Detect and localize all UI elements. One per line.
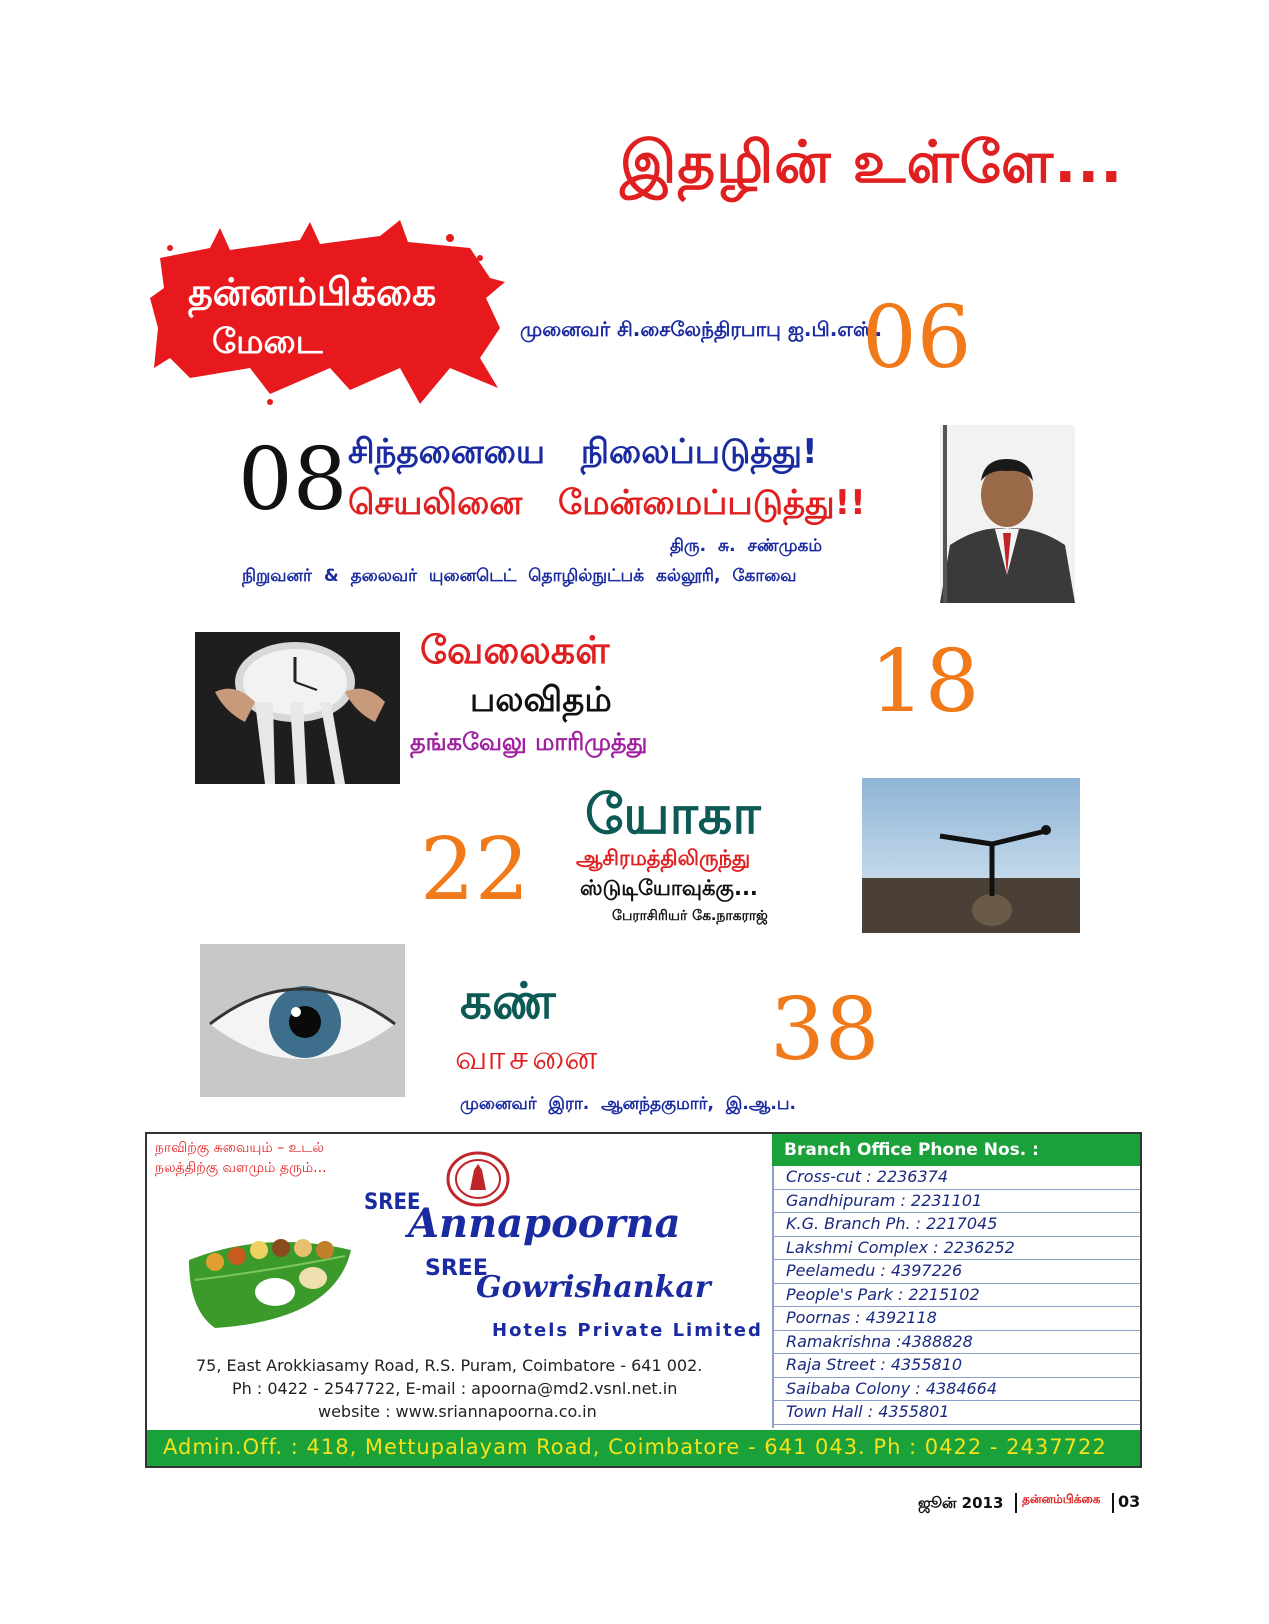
page-title: இதழின் உள்ளே... bbox=[620, 128, 1124, 196]
ad-tagline-line2: நலத்திற்கு வளமும் தரும்... bbox=[155, 1160, 327, 1176]
footer-date: ஜூன் 2013 bbox=[918, 1494, 1004, 1512]
brand-company: Hotels Private Limited bbox=[492, 1320, 763, 1341]
article-author: முனைவர் இரா. ஆனந்தகுமார், இ.ஆ.ப. bbox=[460, 1094, 796, 1114]
branch-item: K.G. Branch Ph. : 2217045 bbox=[772, 1213, 1140, 1237]
banner-title-line1: தன்னம்பிக்கை bbox=[188, 270, 437, 314]
page-number: 08 bbox=[238, 430, 348, 530]
author-role: நிறுவனர் & தலைவர் யுனைடெட் தொழில்நுட்பக் கல்லூரி, கோவை bbox=[242, 566, 797, 586]
footer-divider bbox=[1112, 1493, 1114, 1513]
branch-item: Lakshmi Complex : 2236252 bbox=[772, 1237, 1140, 1261]
article-title-line2: ஆசிரமத்திலிருந்து bbox=[576, 846, 751, 870]
article-title-line1: சிந்தனையை நிலைப்படுத்து! bbox=[348, 432, 818, 472]
branch-list bbox=[772, 1166, 1140, 1425]
article-author: முனைவர் சி.சைலேந்திரபாபு ஐ.பி.எஸ். bbox=[520, 317, 883, 341]
clock-image bbox=[195, 632, 400, 784]
branch-item: Peelamedu : 4397226 bbox=[772, 1260, 1140, 1284]
article-author: திரு. சு. சண்முகம் bbox=[670, 536, 823, 556]
page-number: 06 bbox=[862, 288, 972, 388]
branch-item: People's Park : 2215102 bbox=[772, 1284, 1140, 1308]
branch-item: Town Hall : 4355801 bbox=[772, 1401, 1140, 1425]
branch-item: Gandhipuram : 2231101 bbox=[772, 1190, 1140, 1214]
page-number: 38 bbox=[770, 980, 880, 1080]
ad-tagline-line1: நாவிற்கு சுவையும் – உடல் bbox=[155, 1140, 324, 1156]
ad-website: website : www.sriannapoorna.co.in bbox=[318, 1402, 597, 1421]
branch-item: Poornas : 4392118 bbox=[772, 1307, 1140, 1331]
banana-leaf-meal-image bbox=[185, 1220, 355, 1330]
admin-office-bar: Admin.Off. : 418, Mettupalayam Road, Coimbatore - 641 043. Ph : 0422 - 2437722 bbox=[147, 1430, 1140, 1466]
article-author: தங்கவேலு மாரிமுத்து bbox=[410, 728, 648, 756]
branch-item: Ramakrishna :4388828 bbox=[772, 1331, 1140, 1355]
yoga-image bbox=[862, 778, 1080, 933]
article-title-line1: கண் bbox=[460, 972, 556, 1030]
brand-sree-1: SREE bbox=[364, 1190, 421, 1215]
banner-title-line2: மேடை bbox=[212, 322, 323, 362]
article-author: பேராசிரியர் கே.நாகராஜ் bbox=[612, 908, 768, 924]
footer-page-number: 03 bbox=[1118, 1492, 1141, 1511]
article-title-line2: செயலினை மேன்மைப்படுத்து!! bbox=[348, 483, 866, 523]
article-title-line3: ஸ்டுடியோவுக்கு... bbox=[580, 876, 758, 900]
brand-gowrishankar: Gowrishankar bbox=[476, 1270, 711, 1305]
page-number: 18 bbox=[870, 632, 980, 732]
footer-magazine-name: தன்னம்பிக்கை bbox=[1022, 1492, 1101, 1506]
brand-annapoorna: Annapoorna bbox=[408, 1200, 681, 1247]
ad-address: 75, East Arokkiasamy Road, R.S. Puram, Coimbatore - 641 002. bbox=[196, 1356, 703, 1375]
branch-item: Saibaba Colony : 4384664 bbox=[772, 1378, 1140, 1402]
article-title-line2: பலவிதம் bbox=[470, 680, 612, 720]
footer-divider bbox=[1015, 1493, 1017, 1513]
brand-sree-2: SREE bbox=[425, 1256, 488, 1281]
branch-item: Cross-cut : 2236374 bbox=[772, 1166, 1140, 1190]
branch-heading: Branch Office Phone Nos. : bbox=[772, 1134, 1140, 1166]
eye-image bbox=[200, 944, 405, 1097]
author-photo bbox=[940, 425, 1075, 603]
article-title-line1: வேலைகள் bbox=[420, 628, 610, 672]
article-title-line1: யோகா bbox=[585, 782, 761, 846]
article-title-line2: வாசனை bbox=[455, 1038, 602, 1078]
branch-item: Raja Street : 4355810 bbox=[772, 1354, 1140, 1378]
ad-contact: Ph : 0422 - 2547722, E-mail : apoorna@md2.vsnl.net.in bbox=[232, 1379, 678, 1398]
page-number: 22 bbox=[420, 820, 530, 920]
